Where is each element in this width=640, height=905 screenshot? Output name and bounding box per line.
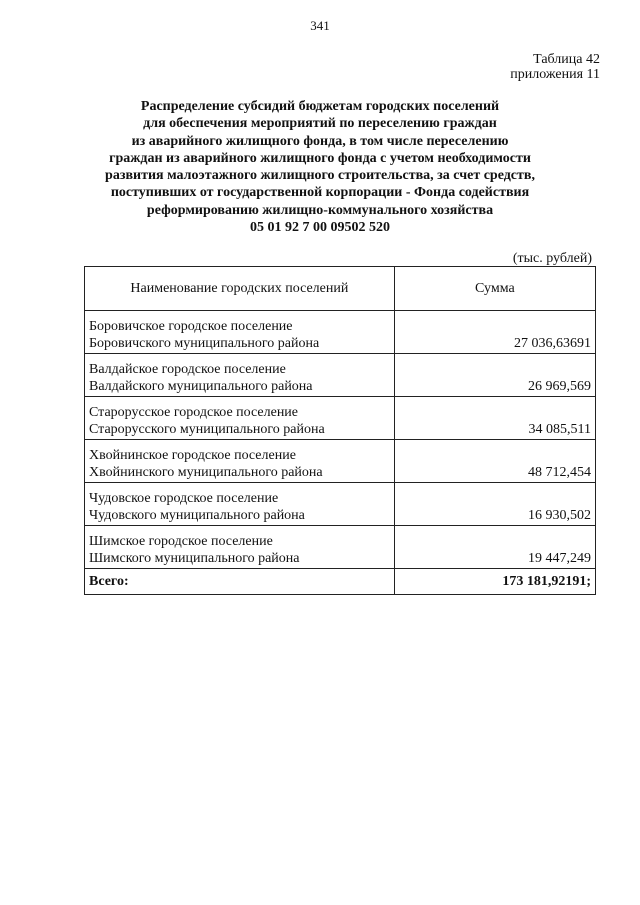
table-row bbox=[85, 354, 596, 397]
sum-cell: 26 969,569 bbox=[394, 354, 595, 397]
table-header-row bbox=[85, 267, 596, 311]
table-reference bbox=[510, 52, 600, 82]
district-name: Боровичского муниципального района bbox=[89, 336, 320, 351]
title-line: граждан из аварийного жилищного фонда с учетом необходимости bbox=[109, 150, 531, 166]
table-row bbox=[85, 526, 596, 569]
settlement-name-cell bbox=[85, 354, 395, 397]
district-name: Хвойнинского муниципального района bbox=[89, 465, 323, 480]
settlement-name: Боровичское городское поселение bbox=[89, 319, 293, 334]
sum-cell: 48 712,454 bbox=[394, 440, 595, 483]
title-line: поступивших от государственной корпорации - Фонда содействия bbox=[110, 185, 530, 201]
settlement-name: Шимское городское поселение bbox=[89, 534, 273, 549]
table-row bbox=[85, 311, 596, 354]
title-line: для обеспечения мероприятий по переселению граждан bbox=[143, 116, 497, 132]
title-line: из аварийного жилищного фонда, в том числе переселению bbox=[131, 133, 509, 149]
settlement-name: Валдайское городское поселение bbox=[89, 362, 286, 377]
settlement-name: Чудовское городское поселение bbox=[89, 491, 279, 506]
title-line: Распределение субсидий бюджетам городских поселений bbox=[140, 99, 500, 114]
subsidies-table bbox=[84, 266, 596, 595]
table-row bbox=[85, 483, 596, 526]
page-number: 341 bbox=[310, 18, 330, 33]
sum-cell: 34 085,511 bbox=[394, 397, 595, 440]
sum-cell: 19 447,249 bbox=[394, 526, 595, 569]
total-row bbox=[85, 569, 596, 595]
district-name: Валдайского муниципального района bbox=[89, 379, 313, 394]
table-row bbox=[85, 397, 596, 440]
settlement-name-cell bbox=[85, 397, 395, 440]
title-line: реформированию жилищно-коммунального хозяйства bbox=[146, 202, 494, 218]
header-sum: Сумма bbox=[394, 267, 595, 311]
title-line: развития малоэтажного жилищного строительства, за счет средств, bbox=[105, 168, 535, 184]
total-sum: 173 181,92191; bbox=[394, 569, 595, 595]
settlement-name-cell bbox=[85, 311, 395, 354]
budget-classification-code: 05 01 92 7 00 09502 520 bbox=[250, 220, 390, 236]
document-title bbox=[60, 98, 580, 236]
district-name: Шимского муниципального района bbox=[89, 551, 300, 566]
table-row bbox=[85, 440, 596, 483]
total-label: Всего: bbox=[85, 569, 395, 595]
district-name: Чудовского муниципального района bbox=[89, 508, 305, 523]
settlement-name-cell bbox=[85, 440, 395, 483]
district-name: Старорусского муниципального района bbox=[89, 422, 325, 437]
settlement-name-cell bbox=[85, 526, 395, 569]
units-label: (тыс. рублей) bbox=[512, 251, 592, 266]
sum-cell: 16 930,502 bbox=[394, 483, 595, 526]
table-reference-line-1: Таблица 42 bbox=[533, 52, 600, 67]
settlement-name-cell bbox=[85, 483, 395, 526]
table-reference-line-2: приложения 11 bbox=[510, 67, 600, 82]
header-name: Наименование городских поселений bbox=[85, 267, 395, 311]
sum-cell: 27 036,63691 bbox=[394, 311, 595, 354]
settlement-name: Хвойнинское городское поселение bbox=[89, 448, 296, 463]
settlement-name: Старорусское городское поселение bbox=[89, 405, 299, 420]
